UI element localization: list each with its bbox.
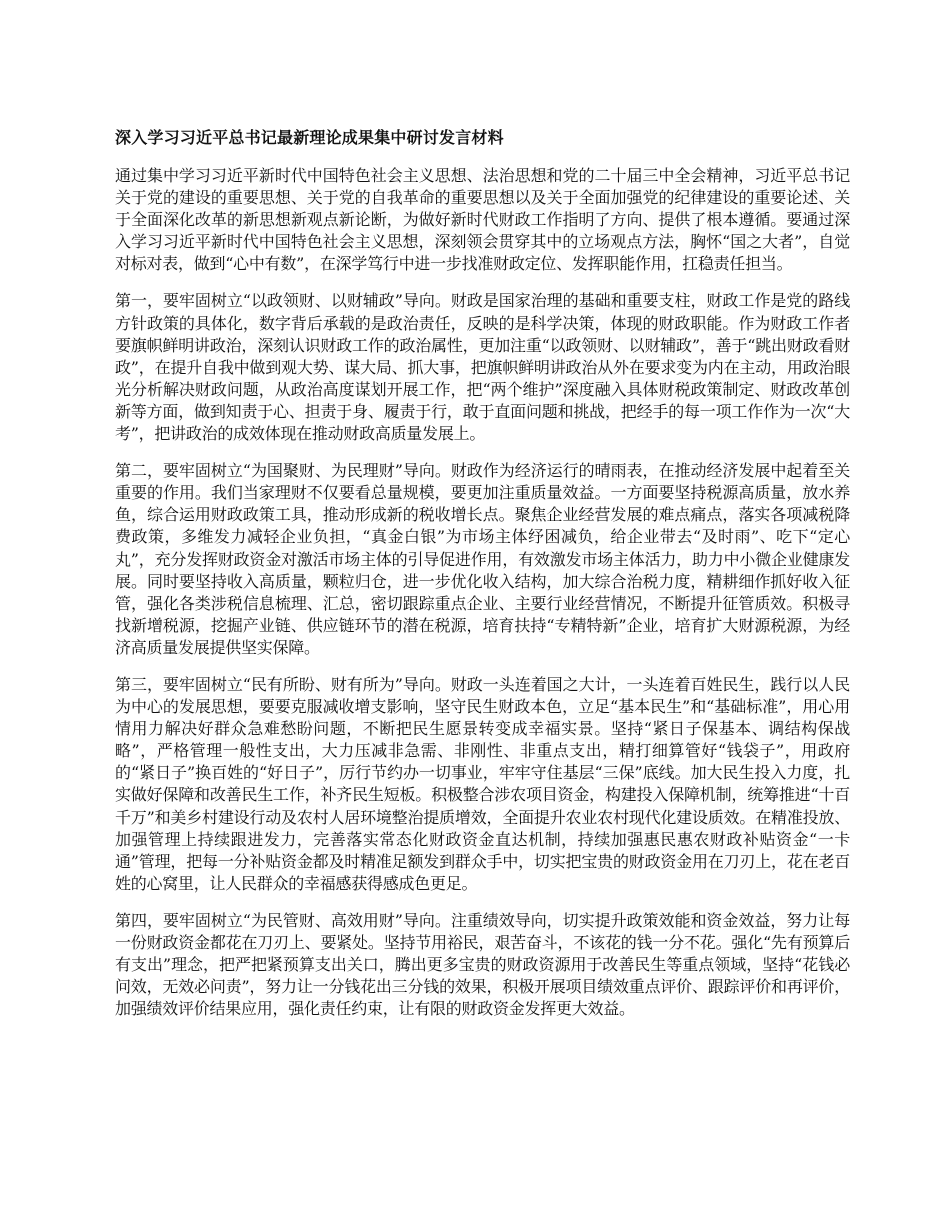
section-one-paragraph: 第一，要牢固树立“以政领财、以财辅政”导向。财政是国家治理的基础和重要支柱，财政工作是党的路线方针政策的具体化，数字背后承载的是政治责任，反映的是科学决策，体现的财政职能。作为财政工作者要旗帜鲜明讲政治，深刻认识财政工作的政治属性，更加注重“以政领财、以财辅政”，善于“跳出财政看财政”，在提升自我中做到观大势、谋大局、抓大事，把旗帜鲜明讲政治从外在要求变为内在主动，用政治眼光分析解决财政问题，从政治高度谋划开展工作，把“两个维护”深度融入具体财税政策制定、财政改革创新等方面，做到知责于心、担责于身、履责于行，敢于直面问题和挑战，把经手的每一项工作作为一次“大考”，把讲政治的成效体现在推动财政高质量发展上。 (115, 291, 850, 444)
section-three-paragraph: 第三，要牢固树立“民有所盼、财有所为”导向。财政一头连着国之大计，一头连着百姓民生，践行以人民为中心的发展思想，要要克服减收增支影响，坚守民生财政本色，立足“基本民生”和“基础标准”，用心用情用力解决好群众急难愁盼问题，不断把民生愿景转变成幸福实景。坚持“紧日子保基本、调结构保战略”，严格管理一般性支出，大力压减非急需、非刚性、非重点支出，精打细算管好“钱袋子”，用政府的“紧日子”换百姓的“好日子”，厉行节约办一切事业，牢牢守住基层“三保”底线。加大民生投入力度，扎实做好保障和改善民生工作，补齐民生短板。积极整合涉农项目资金，构建投入保障机制，统筹推进“十百千万”和美乡村建设行动及农村人居环境整治提质增效，全面提升农业农村现代化建设质效。在精准投放、加强管理上持续跟进发力，完善落实常态化财政资金直达机制，持续加强惠民惠农财政补贴资金“一卡通”管理，把每一分补贴资金都及时精准足额发到群众手中，切实把宝贵的财政资金用在刀刃上，花在老百姓的心窝里，让人民群众的幸福感获得感成色更足。 (115, 674, 850, 893)
section-four-paragraph: 第四，要牢固树立“为民管财、高效用财”导向。注重绩效导向，切实提升政策效能和资金效益，努力让每一份财政资金都花在刀刃上、要紧处。坚持节用裕民，艰苦奋斗，不该花的钱一分不花。强化“先有预算后有支出”理念，把严把紧预算支出关口，腾出更多宝贵的财政资源用于改善民生等重点领域，坚持“花钱必问效，无效必问责”，努力让一分钱花出三分钱的效果，积极开展项目绩效重点评价、跟踪评价和再评价，加强绩效评价结果应用，强化责任约束，让有限的财政资金发挥更大效益。 (115, 910, 850, 1019)
document-page (115, 126, 850, 1035)
section-two-paragraph: 第二，要牢固树立“为国聚财、为民理财”导向。财政作为经济运行的晴雨表，在推动经济发展中起着至关重要的作用。我们当家理财不仅要看总量规模，要更加注重质量效益。一方面要坚持税源高质量，放水养鱼，综合运用财政政策工具，推动形成新的税收增长点。聚焦企业经营发展的难点痛点，落实各项减税降费政策，多维发力减轻企业负担，“真金白银”为市场主体纾困减负，给企业带去“及时雨”、吃下“定心丸”，充分发挥财政资金对激活市场主体的引导促进作用，有效激发市场主体活力，助力中小微企业健康发展。同时要坚持收入高质量，颗粒归仓，进一步优化收入结构，加大综合治税力度，精耕细作抓好收入征管，强化各类涉税信息梳理、汇总，密切跟踪重点企业、主要行业经营情况，不断提升征管质效。积极寻找新增税源，挖掘产业链、供应链环节的潜在税源，培育扶持“专精特新”企业，培育扩大财源税源，为经济高质量发展提供坚实保障。 (115, 461, 850, 657)
document-title: 深入学习习近平总书记最新理论成果集中研讨发言材料 (115, 128, 504, 147)
intro-paragraph: 通过集中学习习近平新时代中国特色社会主义思想、法治思想和党的二十届三中全会精神，习近平总书记关于党的建设的重要思想、关于党的自我革命的重要思想以及关于全面加强党的纪律建设的重要论述、关于全面深化改革的新思想新观点新论断，为做好新时代财政工作指明了方向、提供了根本遵循。要通过深入学习习近平新时代中国特色社会主义思想，深刻领会贯穿其中的立场观点方法，胸怀“国之大者”，自觉对标对表，做到“心中有数”，在深学笃行中进一步找准财政定位、发挥职能作用，扛稳责任担当。 (115, 166, 850, 274)
